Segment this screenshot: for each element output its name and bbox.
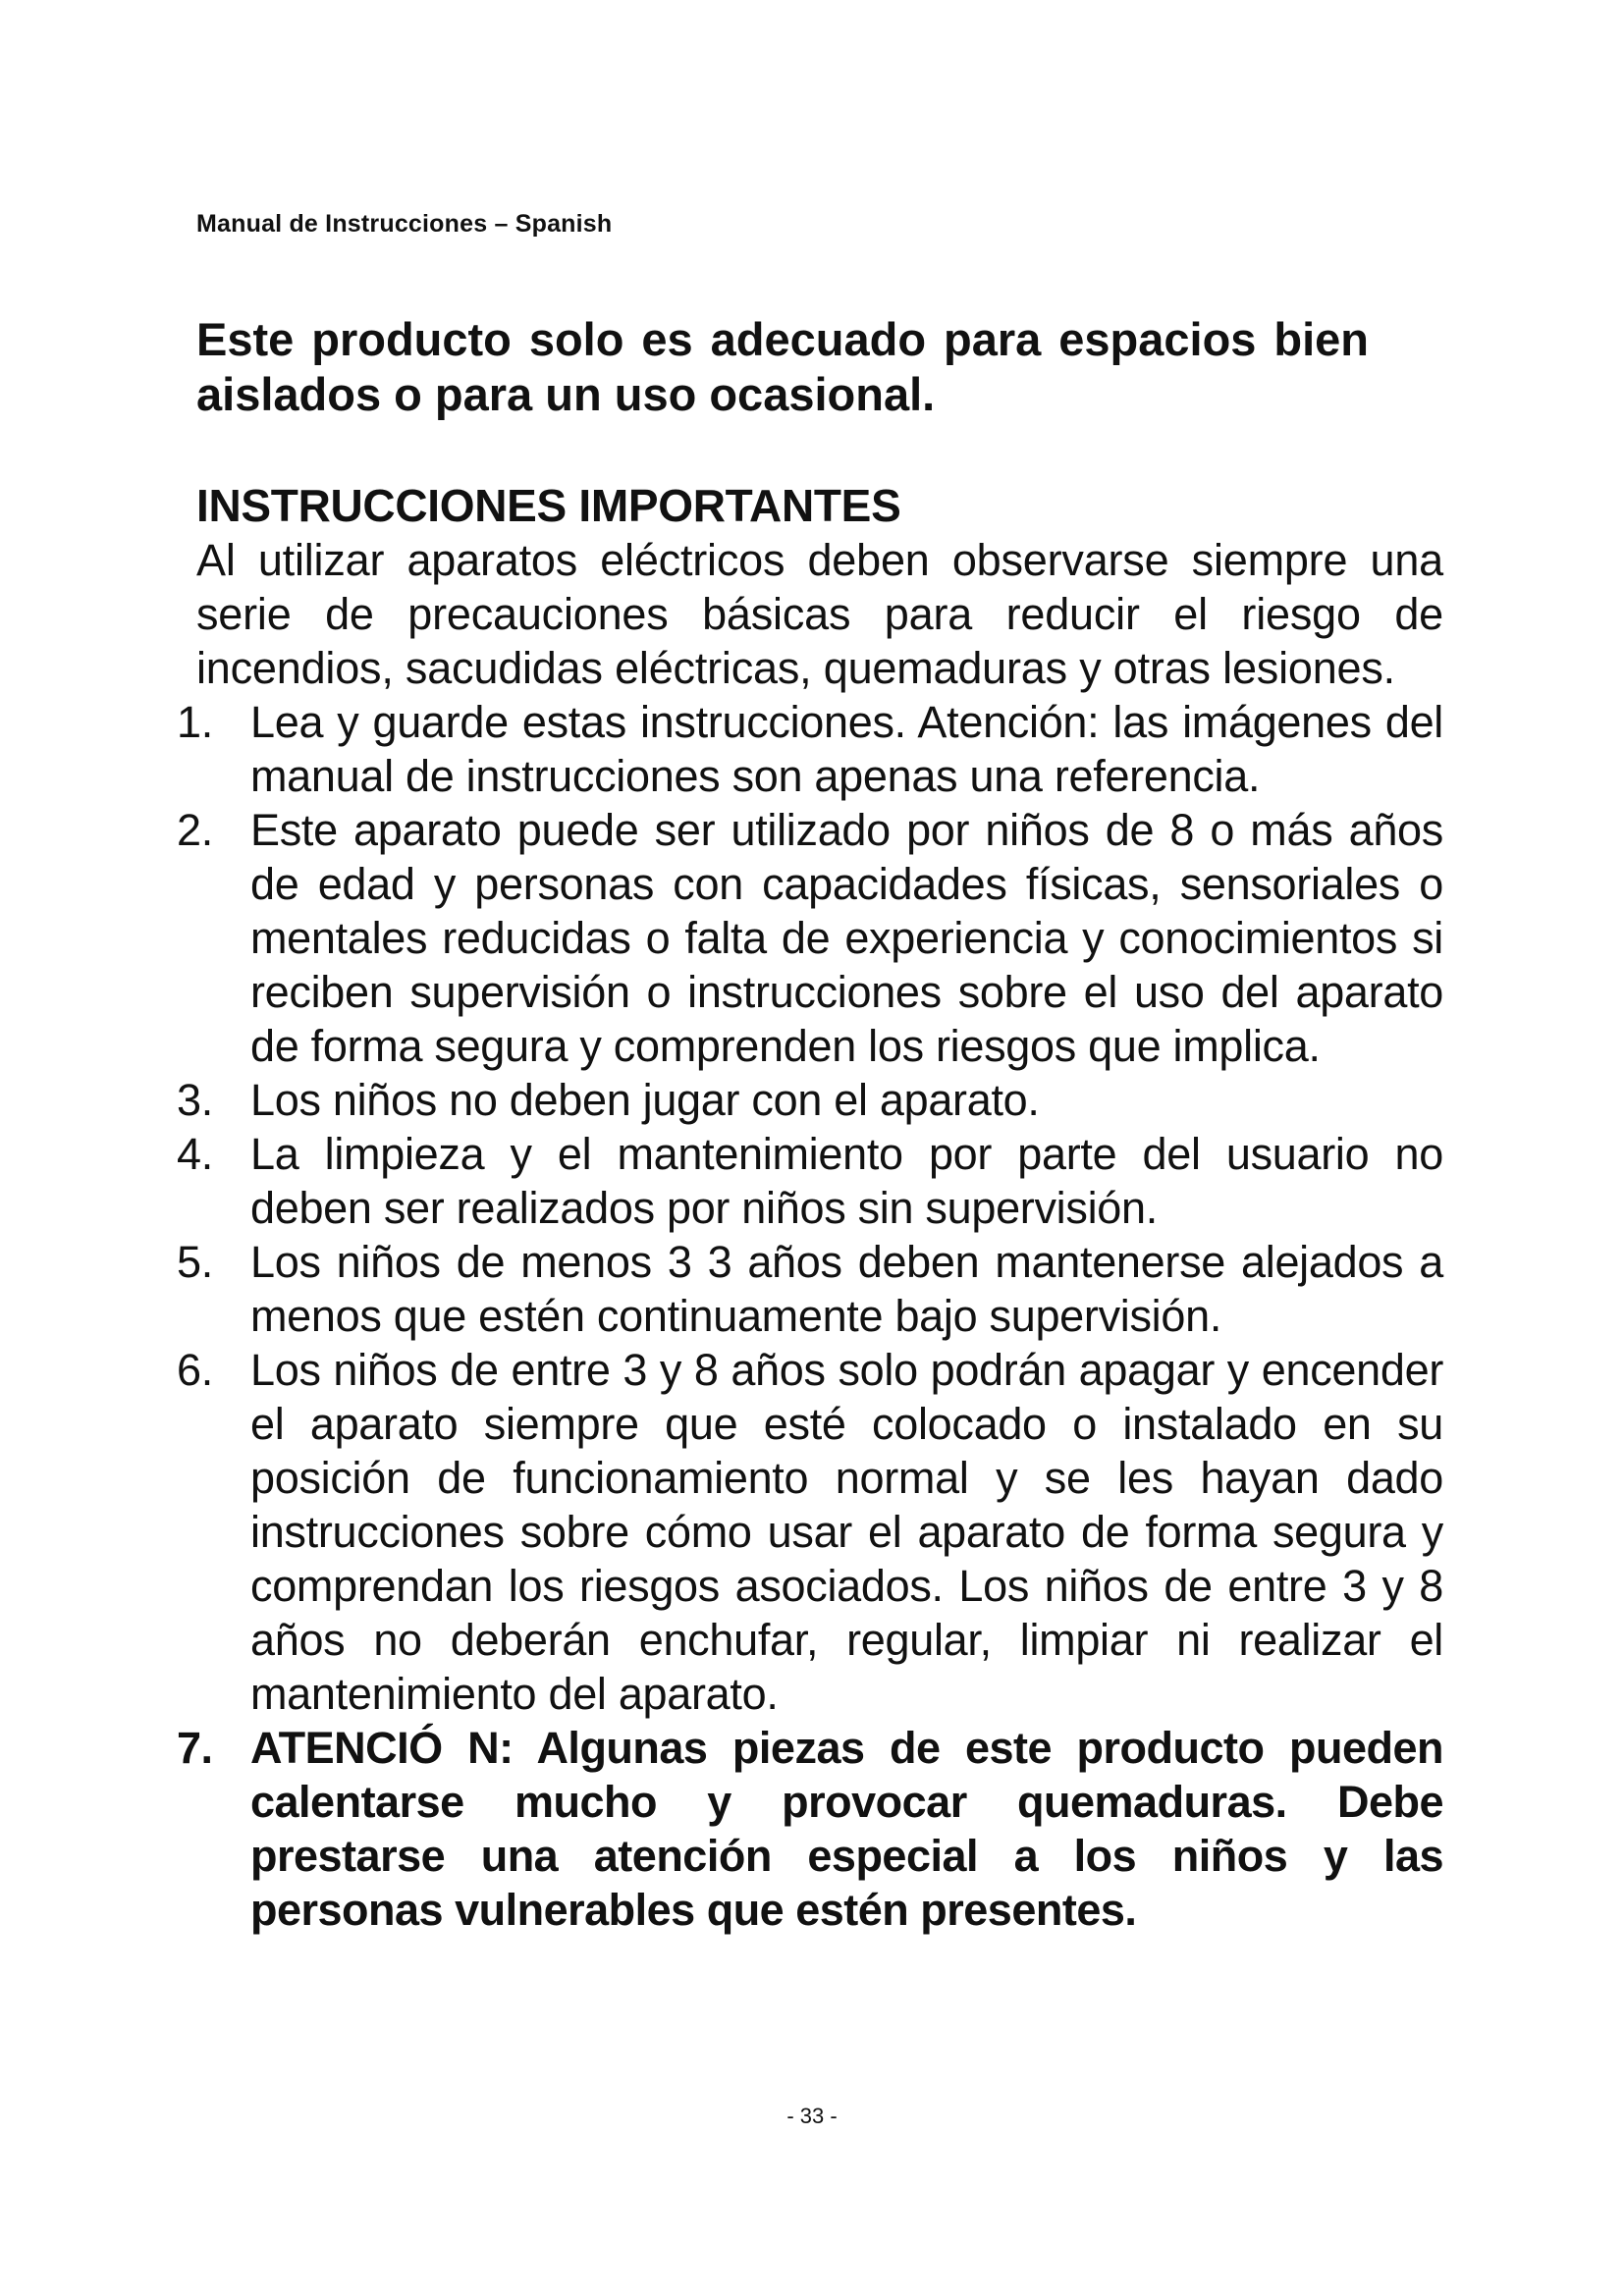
page-number: - 33 -: [786, 2104, 838, 2128]
important-instructions-section: [177, 478, 1443, 1937]
list-item-text: Los niños de menos 3 3 años deben mantenerse alejados a menos que estén continuamente bajo supervisión.: [250, 1237, 1443, 1341]
list-item-1: [177, 695, 1443, 803]
list-item-4: [177, 1127, 1443, 1235]
list-item-text: Este aparato puede ser utilizado por niños de 8 o más años de edad y personas con capacidades físicas, sensoriales o mentales reducidas o falta de experiencia y conocimientos si reciben supervisión o instrucciones sobre el uso del aparato de forma segura y comprenden los riesgos que implica.: [250, 805, 1443, 1071]
list-item-2: [177, 803, 1443, 1073]
list-item-number: 6.: [177, 1345, 213, 1395]
list-item-number: 5.: [177, 1237, 213, 1287]
section-intro: Al utilizar aparatos eléctricos deben observarse siempre una serie de precauciones básicas para reducir el riesgo de incendios, sacudidas eléctricas, quemaduras y otras lesiones.: [196, 535, 1443, 693]
list-item-number: 2.: [177, 805, 213, 855]
document-header: Manual de Instrucciones – Spanish: [196, 210, 613, 238]
list-item-3: [177, 1073, 1443, 1127]
list-item-number: 7.: [177, 1723, 213, 1773]
list-item-text: Los niños de entre 3 y 8 años solo podrán apagar y encender el aparato siempre que esté colocado o instalado en su posición de funcionamiento normal y se les hayan dado instrucciones sobre cómo usar el aparato de forma segura y comprendan los riesgos asociados. Los niños de entre 3 y 8 años no deberán enchufar, regular, limpiar ni realizar el mantenimiento del aparato.: [250, 1345, 1443, 1719]
section-title: INSTRUCCIONES IMPORTANTES: [196, 480, 901, 531]
instructions-list: [177, 695, 1443, 1937]
list-item-7-warning: [177, 1721, 1443, 1937]
list-item-5: [177, 1235, 1443, 1343]
list-item-text: La limpieza y el mantenimiento por parte del usuario no deben ser realizados por niños sin supervisión.: [250, 1129, 1443, 1233]
list-item-6: [177, 1343, 1443, 1721]
list-item-text: Los niños no deben jugar con el aparato.: [250, 1075, 1040, 1125]
usage-notice: Este producto solo es adecuado para espacios bien aislados o para un uso ocasional.: [196, 313, 1369, 420]
list-item-number: 4.: [177, 1129, 213, 1179]
list-item-number: 3.: [177, 1075, 213, 1125]
list-item-text: ATENCIÓ N: Algunas piezas de este producto pueden calentarse mucho y provocar quemaduras. Debe prestarse una atención especial a los niños y las personas vulnerables que estén presentes.: [250, 1723, 1443, 1935]
list-item-text: Lea y guarde estas instrucciones. Atención: las imágenes del manual de instrucciones son apenas una referencia.: [250, 697, 1443, 801]
list-item-number: 1.: [177, 697, 213, 747]
